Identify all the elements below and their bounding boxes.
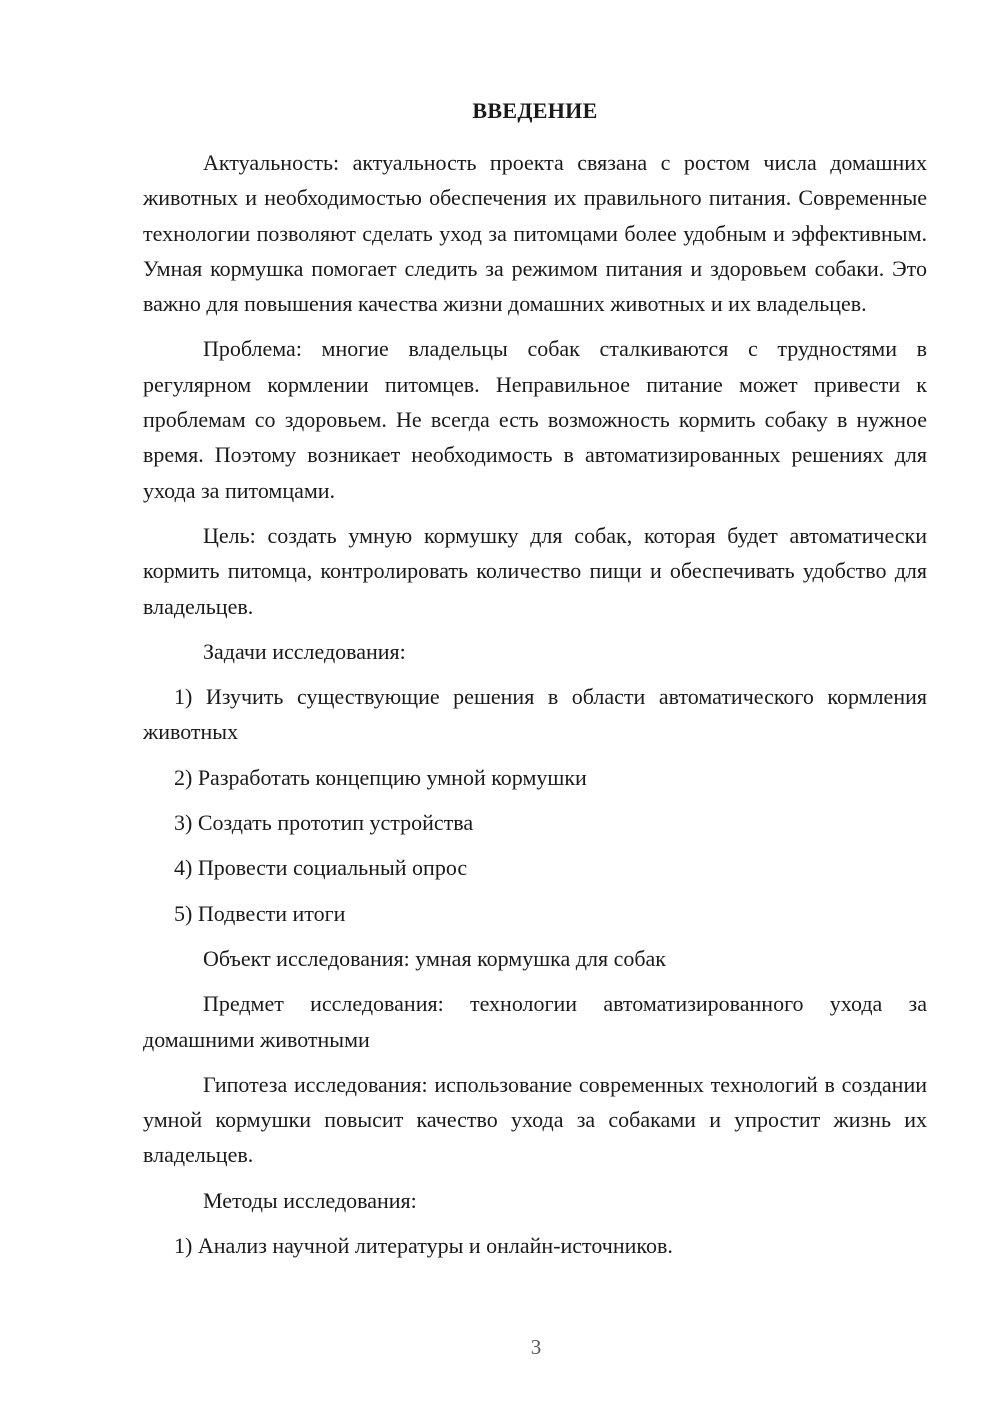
- tasks-heading: Задачи исследования:: [203, 638, 406, 664]
- subject-paragraph: Предмет исследования: технологии автоматизированного ухода за домашними животными: [143, 991, 927, 1052]
- problem-paragraph: Проблема: многие владельцы собак сталкиваются с трудностями в регулярном кормлении питомцев. Неправильное питание может привести к проблемам со здоровьем. Не всегда есть возможность кормить собаку в нужное время. Поэтому возникает необходимость в автоматизированных решениях для ухода за питомцами.: [143, 336, 927, 503]
- task-item: 4) Провести социальный опрос: [174, 855, 468, 881]
- methods-heading: Методы исследования:: [203, 1187, 417, 1213]
- task-item: 1) Изучить существующие решения в области автоматического кормления животных: [143, 684, 927, 745]
- task-item: 3) Создать прототип устройства: [174, 810, 474, 836]
- method-item: 1) Анализ научной литературы и онлайн-источников.: [174, 1233, 673, 1259]
- object-paragraph: Объект исследования: умная кормушка для собак: [203, 945, 666, 971]
- page-title: ВВЕДЕНИЕ: [472, 98, 598, 123]
- task-item: 5) Подвести итоги: [174, 900, 346, 926]
- relevance-paragraph: Актуальность: актуальность проекта связана с ростом числа домашних животных и необходимостью обеспечения их правильного питания. Современные технологии позволяют сделать уход за питомцами более удобным и эффективным. Умная кормушка помогает следить за режимом питания и здоровьем собаки. Это важно для повышения качества жизни домашних животных и их владельцев.: [143, 150, 927, 317]
- task-item: 2) Разработать концепцию умной кормушки: [174, 764, 587, 790]
- goal-paragraph: Цель: создать умную кормушку для собак, которая будет автоматически кормить питомца, контролировать количество пищи и обеспечивать удобство для владельцев.: [143, 522, 927, 619]
- page-content: [143, 96, 927, 1263]
- hypothesis-paragraph: Гипотеза исследования: использование современных технологий в создании умной кормушки повысит качество ухода за собаками и упростит жизнь их владельцев.: [143, 1071, 927, 1168]
- page-number: 3: [530, 1335, 542, 1359]
